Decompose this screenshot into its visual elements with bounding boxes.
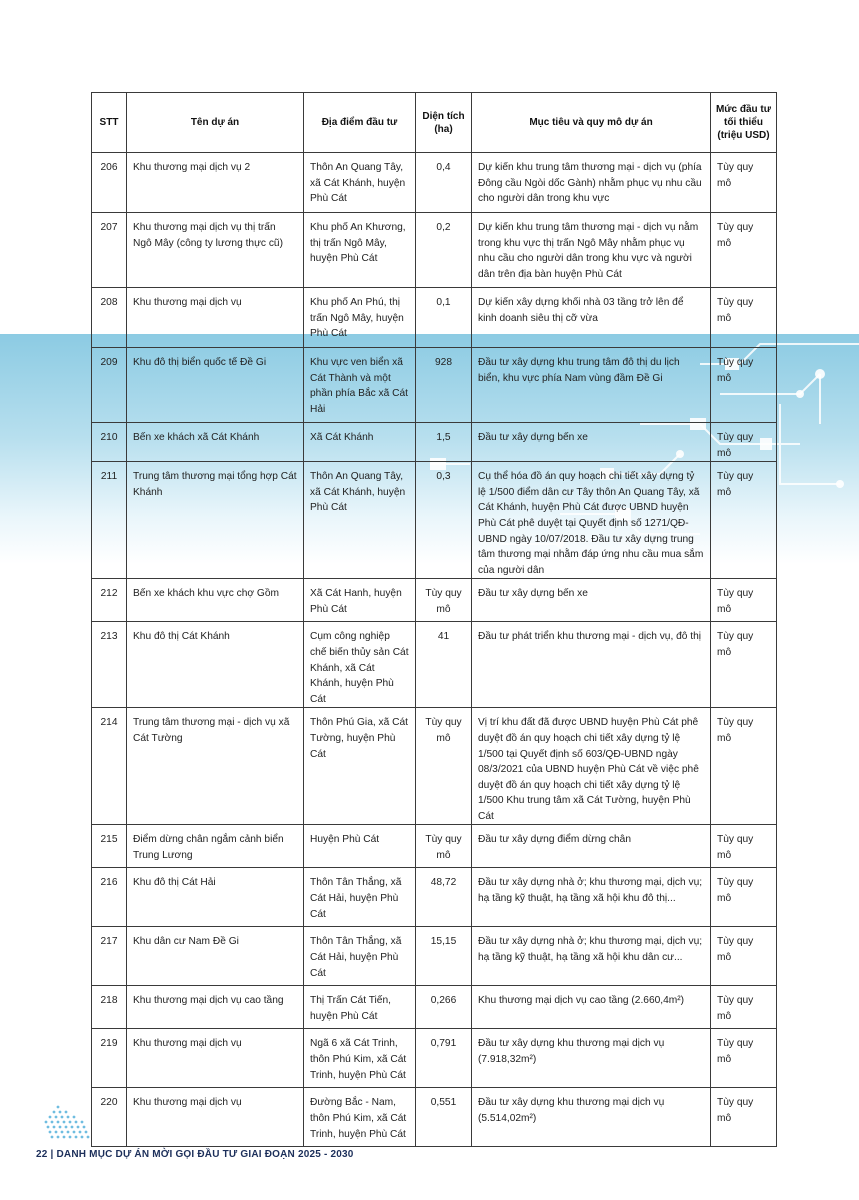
row-area: 0,3 xyxy=(416,462,472,579)
row-location: Thị Trấn Cát Tiến, huyện Phù Cát xyxy=(304,986,416,1029)
row-area: Tùy quy mô xyxy=(416,708,472,825)
row-min-investment: Tùy quy mô xyxy=(711,423,777,462)
row-goal-scale: Vị trí khu đất đã được UBND huyện Phù Cát phê duyệt đồ án quy hoạch chi tiết xây dựng tỷ lệ 1/500 tại Quyết định số 603/QĐ-UBND ngày 08/3/2021 của UBND huyện Phù Cát về việc phê duyệt đồ án quy hoạch chi tiết xây dựng tỷ lệ 1/500 Khu trung tâm xã Cát Tường, huyện Phù Cát xyxy=(472,708,711,825)
row-location: Thôn Tân Thắng, xã Cát Hải, huyện Phù Cát xyxy=(304,868,416,927)
table-row xyxy=(92,153,777,213)
row-project-name: Khu thương mại dịch vụ xyxy=(127,1088,304,1147)
row-min-investment: Tùy quy mô xyxy=(711,927,777,986)
row-goal-scale: Đầu tư xây dựng khu thương mại dịch vụ (5.514,02m²) xyxy=(472,1088,711,1147)
row-min-investment: Tùy quy mô xyxy=(711,1029,777,1088)
row-area: 1,5 xyxy=(416,423,472,462)
row-location: Cụm công nghiệp chế biến thủy sản Cát Khánh, xã Cát Khánh, huyện Phù Cát xyxy=(304,622,416,708)
row-area: Tùy quy mô xyxy=(416,579,472,622)
footer-separator: | xyxy=(50,1149,54,1160)
row-stt: 214 xyxy=(92,708,127,825)
header-goal-scale: Mục tiêu và quy mô dự án xyxy=(472,93,711,153)
table-row xyxy=(92,622,777,708)
row-project-name: Điểm dừng chân ngắm cảnh biển Trung Lương xyxy=(127,825,304,868)
row-stt: 216 xyxy=(92,868,127,927)
row-location: Khu phố An Khương, thị trấn Ngô Mây, huyện Phù Cát xyxy=(304,213,416,288)
row-area: 0,551 xyxy=(416,1088,472,1147)
row-project-name: Bến xe khách khu vực chợ Gồm xyxy=(127,579,304,622)
row-goal-scale: Đầu tư xây dựng nhà ở; khu thương mại, dịch vụ; hạ tầng kỹ thuật, hạ tầng xã hội khu đô thị... xyxy=(472,868,711,927)
row-location: Ngã 6 xã Cát Trinh, thôn Phú Kim, xã Cát Trinh, huyện Phù Cát xyxy=(304,1029,416,1088)
row-stt: 211 xyxy=(92,462,127,579)
table-row xyxy=(92,708,777,825)
row-location: Huyện Phù Cát xyxy=(304,825,416,868)
project-table xyxy=(91,92,777,1147)
row-min-investment: Tùy quy mô xyxy=(711,288,777,348)
row-project-name: Trung tâm thương mại tổng hợp Cát Khánh xyxy=(127,462,304,579)
row-goal-scale: Đầu tư xây dựng khu trung tâm đô thị du lịch biển, khu vực phía Nam vùng đầm Đề Gi xyxy=(472,348,711,423)
header-area: Diện tích (ha) xyxy=(416,93,472,153)
row-area: 0,2 xyxy=(416,213,472,288)
row-location: Khu vực ven biển xã Cát Thành và một phần phía Bắc xã Cát Hải xyxy=(304,348,416,423)
row-location: Thôn An Quang Tây, xã Cát Khánh, huyện Phù Cát xyxy=(304,153,416,213)
row-stt: 218 xyxy=(92,986,127,1029)
table-row xyxy=(92,579,777,622)
page-footer xyxy=(36,1149,354,1160)
row-project-name: Trung tâm thương mại - dịch vụ xã Cát Tường xyxy=(127,708,304,825)
row-area: 48,72 xyxy=(416,868,472,927)
row-area: Tùy quy mô xyxy=(416,825,472,868)
table-row xyxy=(92,348,777,423)
row-area: 0,791 xyxy=(416,1029,472,1088)
row-goal-scale: Đầu tư xây dựng bến xe xyxy=(472,423,711,462)
row-location: Thôn Tân Thắng, xã Cát Hải, huyện Phù Cát xyxy=(304,927,416,986)
row-goal-scale: Đầu tư xây dựng nhà ở; khu thương mại, dịch vụ; hạ tầng kỹ thuật, hạ tầng xã hội khu dân cư... xyxy=(472,927,711,986)
row-area: 15,15 xyxy=(416,927,472,986)
row-project-name: Khu thương mại dịch vụ cao tầng xyxy=(127,986,304,1029)
table-row xyxy=(92,825,777,868)
table-row xyxy=(92,927,777,986)
row-goal-scale: Dự kiến xây dựng khối nhà 03 tầng trở lên để kinh doanh siêu thị cỡ vừa xyxy=(472,288,711,348)
row-location: Đường Bắc - Nam, thôn Phú Kim, xã Cát Trinh, huyện Phù Cát xyxy=(304,1088,416,1147)
row-stt: 220 xyxy=(92,1088,127,1147)
row-project-name: Khu đô thị biển quốc tế Đề Gi xyxy=(127,348,304,423)
row-project-name: Khu thương mại dịch vụ xyxy=(127,1029,304,1088)
table-row xyxy=(92,868,777,927)
row-stt: 209 xyxy=(92,348,127,423)
table-row xyxy=(92,288,777,348)
row-min-investment: Tùy quy mô xyxy=(711,348,777,423)
row-min-investment: Tùy quy mô xyxy=(711,825,777,868)
row-min-investment: Tùy quy mô xyxy=(711,213,777,288)
dotted-pattern-decoration xyxy=(36,1103,96,1143)
header-stt: STT xyxy=(92,93,127,153)
document-title: DANH MỤC DỰ ÁN MỜI GỌI ĐẦU TƯ GIAI ĐOẠN 2025 - 2030 xyxy=(56,1149,354,1160)
row-stt: 213 xyxy=(92,622,127,708)
table-row xyxy=(92,1088,777,1147)
table-row xyxy=(92,213,777,288)
row-project-name: Khu thương mại dịch vụ xyxy=(127,288,304,348)
row-goal-scale: Khu thương mại dịch vụ cao tầng (2.660,4m²) xyxy=(472,986,711,1029)
row-stt: 215 xyxy=(92,825,127,868)
row-goal-scale: Đầu tư xây dựng bến xe xyxy=(472,579,711,622)
row-project-name: Khu thương mại dịch vụ thị trấn Ngô Mây (công ty lương thực cũ) xyxy=(127,213,304,288)
row-project-name: Khu dân cư Nam Đề Gi xyxy=(127,927,304,986)
row-area: 0,4 xyxy=(416,153,472,213)
header-project-name: Tên dự án xyxy=(127,93,304,153)
row-min-investment: Tùy quy mô xyxy=(711,708,777,825)
row-stt: 210 xyxy=(92,423,127,462)
row-location: Thôn An Quang Tây, xã Cát Khánh, huyện Phù Cát xyxy=(304,462,416,579)
row-stt: 212 xyxy=(92,579,127,622)
row-location: Khu phố An Phú, thị trấn Ngô Mây, huyện Phù Cát xyxy=(304,288,416,348)
table-header-row xyxy=(92,93,777,153)
row-min-investment: Tùy quy mô xyxy=(711,462,777,579)
row-area: 0,1 xyxy=(416,288,472,348)
row-project-name: Khu đô thị Cát Hải xyxy=(127,868,304,927)
row-stt: 208 xyxy=(92,288,127,348)
row-stt: 219 xyxy=(92,1029,127,1088)
row-location: Thôn Phú Gia, xã Cát Tường, huyện Phù Cát xyxy=(304,708,416,825)
table-row xyxy=(92,462,777,579)
row-stt: 206 xyxy=(92,153,127,213)
row-stt: 207 xyxy=(92,213,127,288)
row-goal-scale: Đầu tư xây dựng khu thương mại dịch vụ (7.918,32m²) xyxy=(472,1029,711,1088)
row-min-investment: Tùy quy mô xyxy=(711,868,777,927)
row-goal-scale: Đầu tư phát triển khu thương mại - dịch vụ, đô thị xyxy=(472,622,711,708)
header-location: Địa điểm đầu tư xyxy=(304,93,416,153)
row-min-investment: Tùy quy mô xyxy=(711,579,777,622)
row-goal-scale: Dự kiến khu trung tâm thương mại - dịch vụ (phía Đông cầu Ngòi dốc Gành) nhằm phục vụ nhu cầu cho người dân trong khu vực xyxy=(472,153,711,213)
row-goal-scale: Đầu tư xây dựng điểm dừng chân xyxy=(472,825,711,868)
row-area: 928 xyxy=(416,348,472,423)
row-stt: 217 xyxy=(92,927,127,986)
row-min-investment: Tùy quy mô xyxy=(711,622,777,708)
row-min-investment: Tùy quy mô xyxy=(711,1088,777,1147)
table-row xyxy=(92,423,777,462)
row-goal-scale: Cụ thể hóa đồ án quy hoạch chi tiết xây dựng tỷ lệ 1/500 điểm dân cư Tây thôn An Quang Tây, xã Cát Khánh, huyện Phù Cát được UBND huyện Phù Cát phê duyệt tại Quyết định số 1271/QĐ-UBND ngày 10/07/2018. Đầu tư xây dựng trung tâm thương mại nhằm đáp ứng nhu cầu mua sắm của người dân xyxy=(472,462,711,579)
row-project-name: Bến xe khách xã Cát Khánh xyxy=(127,423,304,462)
table-row xyxy=(92,1029,777,1088)
row-project-name: Khu đô thị Cát Khánh xyxy=(127,622,304,708)
row-location: Xã Cát Hanh, huyện Phù Cát xyxy=(304,579,416,622)
header-min-investment: Mức đầu tư tối thiểu (triệu USD) xyxy=(711,93,777,153)
row-project-name: Khu thương mại dịch vụ 2 xyxy=(127,153,304,213)
page-number: 22 xyxy=(36,1149,48,1160)
row-min-investment: Tùy quy mô xyxy=(711,153,777,213)
row-location: Xã Cát Khánh xyxy=(304,423,416,462)
row-goal-scale: Dự kiến khu trung tâm thương mại - dịch vụ nằm trong khu vực thị trấn Ngô Mây nhằm phục vụ nhu cầu cho người dân trong khu vực và người dân trên địa bàn huyện Phù Cát xyxy=(472,213,711,288)
row-area: 41 xyxy=(416,622,472,708)
table-row xyxy=(92,986,777,1029)
row-min-investment: Tùy quy mô xyxy=(711,986,777,1029)
row-area: 0,266 xyxy=(416,986,472,1029)
